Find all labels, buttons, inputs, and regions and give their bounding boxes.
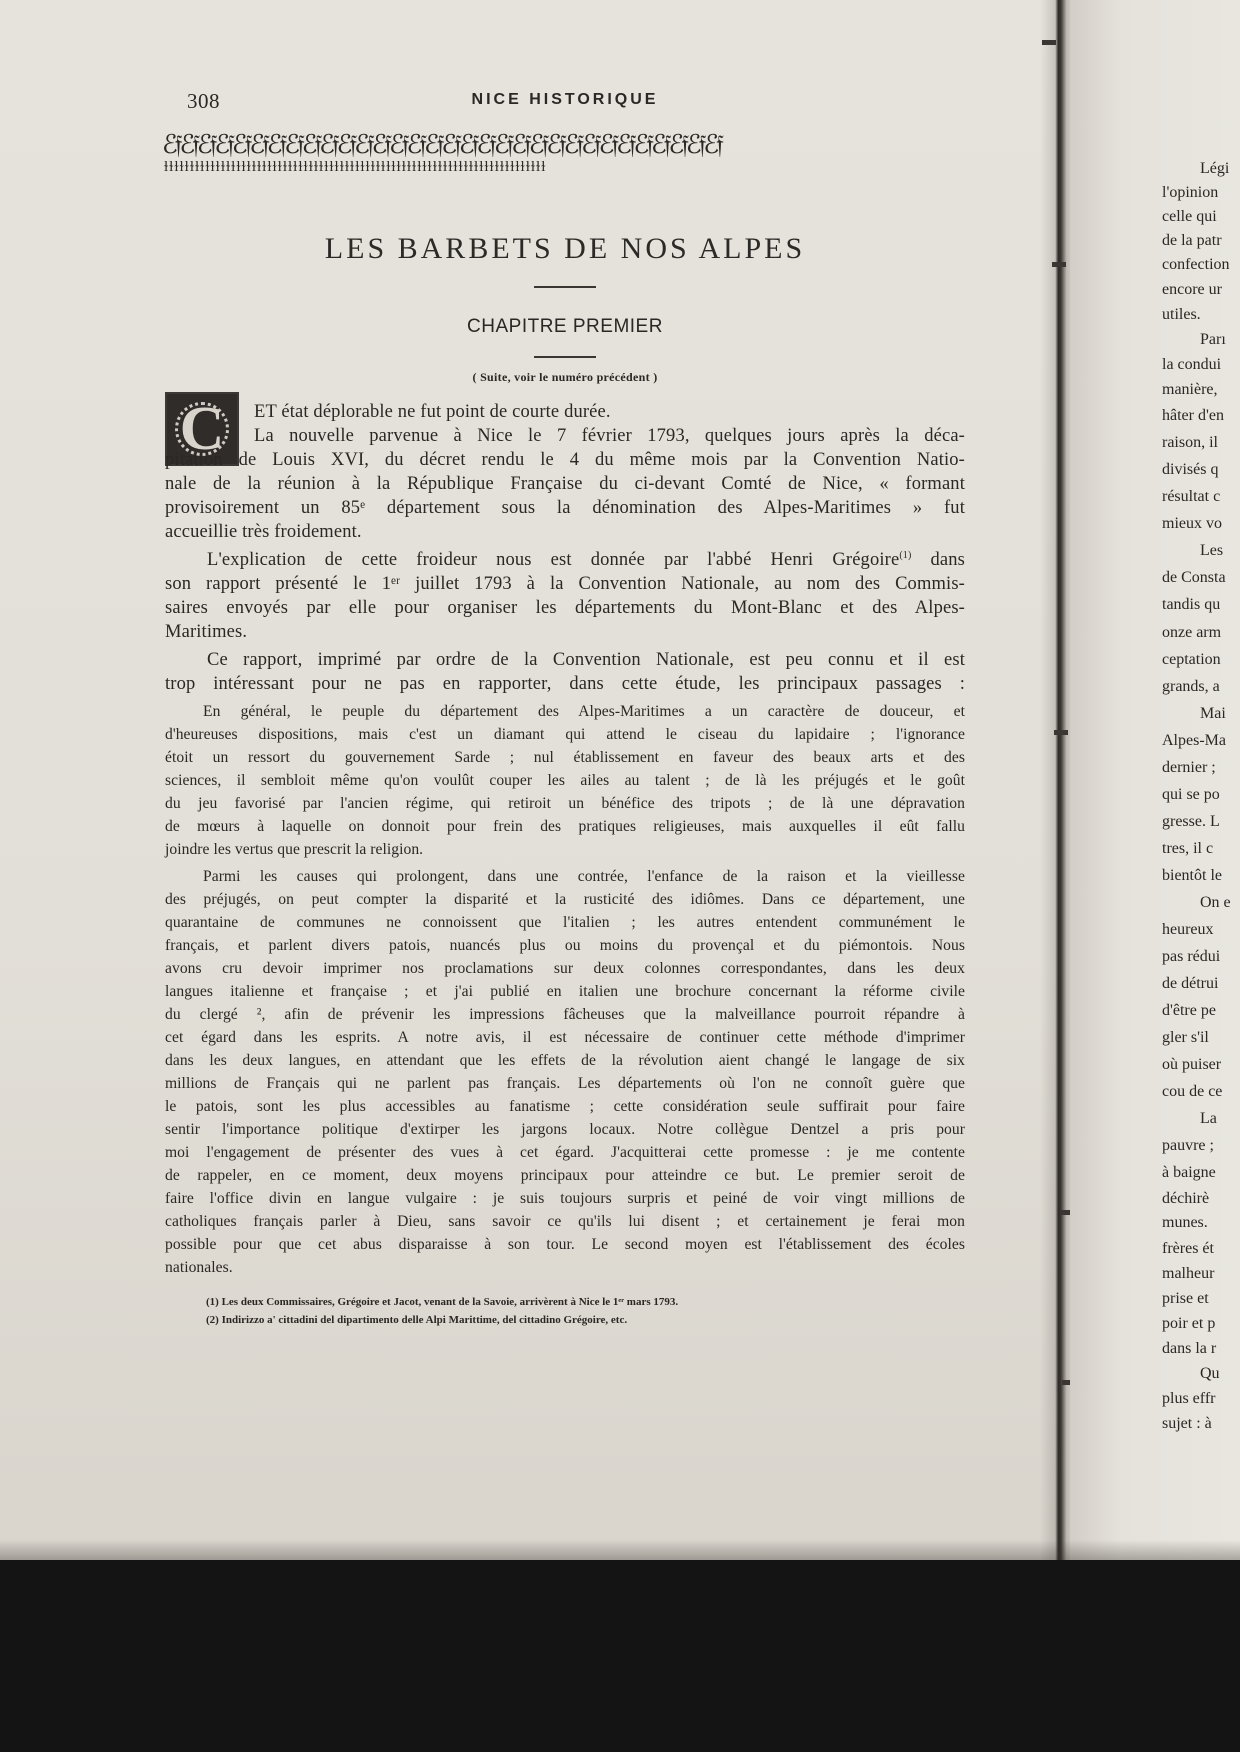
quote-line: dans les deux langues, en attendant que les effets de la révolution aient changé le langage de six <box>165 1052 965 1069</box>
quote-line: de mœurs à laquelle on donnoit pour frein des pratiques religieuses, mais auxquelles il eût fallu <box>165 818 965 835</box>
quote-line: du clergé ², afin de prévenir les impressions fâcheuses que la malveillance pourroit répandre à <box>165 1006 965 1023</box>
body-line: saires envoyés par elle pour organiser les départements du Mont-Blanc et des Alpes- <box>165 598 965 618</box>
ornament-fringe-row: ɫɫɫɫɫɫɫɫɫɫɫɫɫɫɫɫɫɫɫɫɫɫɫɫɫɫɫɫɫɫɫɫɫɫɫɫɫɫɫɫɫɫɫɫɫɫɫɫɫɫɫɫɫɫɫɫɫɫɫɫɫɫɫɫɫɫɫɫɫɫɫɫɫɫ <box>164 159 547 175</box>
right-page-line: malheur <box>1162 1265 1215 1282</box>
right-page-line: tandis qu <box>1162 596 1221 613</box>
page-bottom-shadow <box>0 1540 1240 1560</box>
quote-line: Parmi les causes qui prolongent, dans une contrée, l'enfance de la raison et la vieillesse <box>203 868 965 885</box>
right-page-line: l'opinion <box>1162 184 1219 201</box>
body-text: dans <box>930 550 965 570</box>
quote-line: faire l'office divin en langue vulgaire : je suis toujours surpris et peiné de voir vingt millions de <box>165 1190 965 1207</box>
drop-cap-letter: C <box>179 395 225 463</box>
body-text: L'explication de cette froideur nous est donnée par l'abbé Henri Grégoire <box>207 550 900 570</box>
running-head <box>165 85 965 115</box>
right-page-line: résultat c <box>1162 488 1221 505</box>
body-line: La nouvelle parvenue à Nice le 7 février 1793, quelques jours après la déca- <box>254 426 965 446</box>
right-page-line: mieux vo <box>1162 515 1222 532</box>
quote-line: millions de Français qui ne parlent pas français. Les départements où l'on ne connoît guère que <box>165 1075 965 1092</box>
right-page-line: Parı <box>1200 331 1226 348</box>
quote-line: moi l'engagement de présenter des vues à cet égard. J'acquitterai cette promesse : je me contente <box>165 1144 965 1161</box>
quote-line: le patois, sont les plus accessibles au fanatisme ; cette considération seule suffirait pour faire <box>165 1098 965 1115</box>
page-number: 308 <box>187 89 220 113</box>
right-page-line: grands, a <box>1162 678 1220 695</box>
quote-line: sentir l'importance politique d'extirper les jargons locaux. Notre collègue Dentzel a pris pour <box>165 1121 965 1138</box>
right-page-line: Qu <box>1200 1365 1220 1382</box>
right-page-line: raison, il <box>1162 434 1218 451</box>
ornamental-border <box>162 132 968 176</box>
right-page-line: hâter d'en <box>1162 407 1224 424</box>
right-page-line: poir et p <box>1162 1315 1216 1332</box>
quote-line: cet égard dans les esprits. A notre avis, il est nécessaire de continuer cette méthode d'imprimer <box>165 1029 965 1046</box>
footnote-2: (2) Indirizzo a' cittadini del dipartimento delle Alpi Marittime, del cittadino Grégoire, etc. <box>206 1314 628 1326</box>
binding-mark <box>1052 262 1066 267</box>
right-page-line: onze arm <box>1162 624 1222 641</box>
binding-mark <box>1054 730 1068 735</box>
right-page-line: frères ét <box>1162 1240 1214 1257</box>
quote-line: français, et parlent divers patois, nuancés plus ou moins du provençal et du piémontois. Nous <box>165 937 965 954</box>
right-page-line: ceptation <box>1162 651 1221 668</box>
quote-line: possible pour que cet abus disparaisse à son tour. Le second moyen est l'établissement des écoles <box>165 1236 965 1253</box>
right-page-line: où puiser <box>1162 1056 1222 1073</box>
footnote-marker: (1) <box>899 549 912 561</box>
right-page-line: Alpes-Ma <box>1162 732 1226 749</box>
body-line <box>165 550 965 571</box>
right-page-line: sujet : à <box>1162 1415 1212 1432</box>
title-divider <box>534 286 596 288</box>
right-page-line: d'être pe <box>1162 1002 1216 1019</box>
right-page-line: munes. <box>1162 1214 1208 1231</box>
quote-line: étoit un ressort du gouvernement Sarde ; nul établissement en faveur des beaux arts et des <box>165 749 965 766</box>
right-page-line: encore ur <box>1162 281 1222 298</box>
body-line: son rapport présenté le 1ᵉʳ juillet 1793 à la Convention Nationale, au nom des Commis- <box>165 574 965 594</box>
right-page-line: confection <box>1162 256 1230 273</box>
right-page-line: manière, <box>1162 381 1218 398</box>
quote-line: de rappeler, en ce moment, deux moyens principaux pour atteindre ce but. Le premier seroit de <box>165 1167 965 1184</box>
right-page-line: pauvre ; <box>1162 1137 1214 1154</box>
right-page-line: qui se po <box>1162 786 1220 803</box>
quote-line: En général, le peuple du département des Alpes-Maritimes a un caractère de douceur, et <box>203 703 965 720</box>
quote-line: du jeu favorisé par l'ancien régime, qui retiroit un bénéfice des tripots ; de là une dépravation <box>165 795 965 812</box>
right-page-line: cou de ce <box>1162 1083 1223 1100</box>
right-page-line: à baigne <box>1162 1164 1216 1181</box>
body-line: trop intéressant pour ne pas en rapporter, dans cette étude, les principaux passages : <box>165 674 965 694</box>
right-page-line: heureux <box>1162 921 1214 938</box>
quote-line: sciences, il sembloit même qu'on voulût couper les ailes au talent ; de là les préjugés et le goût <box>165 772 965 789</box>
running-title: NICE HISTORIQUE <box>471 91 659 108</box>
continuation-note: ( Suite, voir le numéro précédent ) <box>472 370 658 384</box>
article-title: LES BARBETS DE NOS ALPES <box>324 232 806 265</box>
ornament-fleuron-row: ℰ𝔣ℰ𝔣ℰ𝔣ℰ𝔣ℰ𝔣ℰ𝔣ℰ𝔣ℰ𝔣ℰ𝔣ℰ𝔣ℰ𝔣ℰ𝔣ℰ𝔣ℰ𝔣ℰ𝔣ℰ𝔣ℰ𝔣ℰ𝔣ℰ𝔣ℰ𝔣ℰ𝔣ℰ𝔣ℰ𝔣ℰ𝔣ℰ𝔣ℰ𝔣ℰ𝔣ℰ𝔣ℰ𝔣ℰ𝔣ℰ𝔣ℰ𝔣 <box>162 132 721 159</box>
body-line: Maritimes. <box>165 622 248 642</box>
right-page-line: la condui <box>1162 356 1222 373</box>
right-page-line: tres, il c <box>1162 840 1214 857</box>
quote-line: quarantaine de communes ne connoissent que l'italien ; les autres entendent communément le <box>165 914 965 931</box>
quote-line: catholiques français parler à Dieu, sans savoir ce qu'ils lui disent ; et certainement je ferai mon <box>165 1213 965 1230</box>
quote-line: joindre les vertus que prescrit la religion. <box>165 841 424 858</box>
right-page-line: On e <box>1200 894 1231 911</box>
right-page-line: Mai <box>1200 705 1226 722</box>
right-page-line: de détrui <box>1162 975 1219 992</box>
right-page-line: de Consta <box>1162 569 1226 586</box>
right-page-line: pas rédui <box>1162 948 1221 965</box>
quote-line: des préjugés, on peut compter la disparité et la rusticité des idiômes. Dans ce département, une <box>165 891 965 908</box>
body-line: accueillie très froidement. <box>165 522 362 542</box>
right-page-line: celle qui <box>1162 208 1217 225</box>
right-page-line: plus effr <box>1162 1390 1216 1407</box>
right-page-line: dernier ; <box>1162 759 1216 776</box>
right-page-line: divisés q <box>1162 461 1219 478</box>
body-line: pitation de Louis XVI, du décret rendu le 4 du même mois par la Convention Natio- <box>165 450 965 470</box>
quote-line: nationales. <box>165 1259 233 1276</box>
scanner-background <box>0 1560 1240 1752</box>
right-page-line: La <box>1200 1110 1217 1127</box>
quote-line: langues italienne et française ; et j'ai publié en italien une brochure concernant la réforme civile <box>165 983 965 1000</box>
footnote-1: (1) Les deux Commissaires, Grégoire et Jacot, venant de la Savoie, arrivèrent à Nice le 1ᵉʳ mars 1793. <box>206 1296 679 1308</box>
right-page-line: déchirè <box>1162 1190 1210 1207</box>
opening-line: ET état déplorable ne fut point de courte durée. <box>254 402 611 422</box>
right-page-line: utiles. <box>1162 306 1201 323</box>
right-page-line: gresse. L <box>1162 813 1220 830</box>
right-page-line: bientôt le <box>1162 867 1222 884</box>
right-page-line: gler s'il <box>1162 1029 1209 1046</box>
body-line: Ce rapport, imprimé par ordre de la Convention Nationale, est peu connu et il est <box>207 650 965 670</box>
right-page-line: de la patr <box>1162 232 1222 249</box>
binding-mark <box>1042 40 1056 45</box>
quote-line: d'heureuses dispositions, mais c'est un diamant qui attend le ciseau du lapidaire ; l'ignorance <box>165 726 965 743</box>
right-page-line: Légi <box>1200 160 1230 177</box>
right-page-line: Les <box>1200 542 1224 559</box>
body-line: provisoirement un 85ᵉ département sous la dénomination des Alpes-Maritimes » fut <box>165 498 965 518</box>
chapter-heading: CHAPITRE PREMIER <box>467 316 663 337</box>
quote-line: avons cru devoir imprimer nos proclamations sur deux colonnes correspondantes, dans les deux <box>165 960 965 977</box>
right-page-line: dans la r <box>1162 1340 1217 1357</box>
body-line: nale de la réunion à la République Française du ci-devant Comté de Nice, « formant <box>165 474 965 494</box>
right-page-line: prise et <box>1162 1290 1209 1307</box>
chapter-divider <box>534 356 596 358</box>
